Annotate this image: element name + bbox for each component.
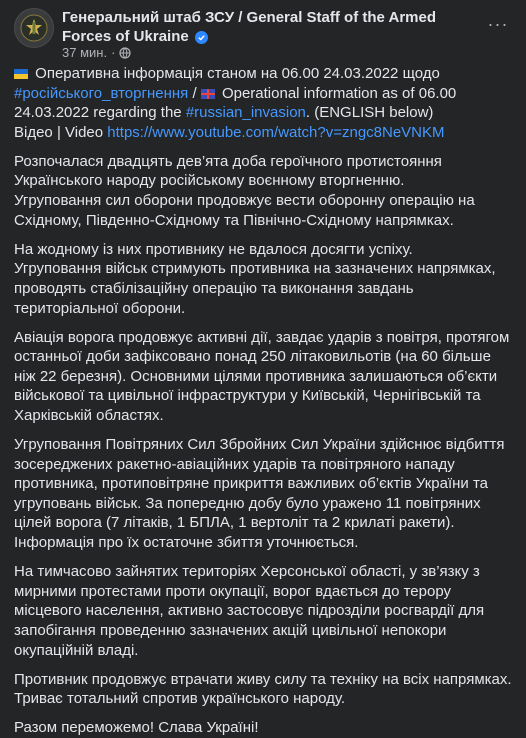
video-link[interactable]: https://www.youtube.com/watch?v=zngc8NeVNKM [107,123,445,141]
hashtag-en-link[interactable]: #russian_invasion [185,104,306,122]
more-options-button[interactable] [484,10,512,38]
paragraph-7: Разом переможемо! Слава Україні! [14,719,259,737]
intro-en-text: Operational information as of 06.00 24.03.2022 regarding the [14,84,457,122]
paragraph-3-text: На жодному із них противнику не вдалося досягти успіху. [14,240,413,258]
paragraph-4-text: Угруповання військ стримують противника на зазначених напрямках, проводять стабілізаційну операцію та виконання завдань територіальної оборони. [14,260,496,317]
intro-paragraph [14,64,512,142]
paragraph-2-text: Угруповання сил оборони продовжує вести оборонну операцію на Східному, Південно-Східному та Північно-Східному напрямках. [14,192,475,229]
slash-text: / [192,84,197,102]
uk-flag-icon [201,89,215,99]
post-meta [62,45,131,60]
more-icon: ··· [487,13,509,34]
post-body [14,64,512,738]
paragraph-2 [14,240,512,318]
english-below-text: . (ENGLISH below) [305,104,434,122]
paragraph-1-text: Розпочалася двадцять дев’ята доба героїчного протистояння Українського народу російському воєнному вторгненню. [14,152,442,190]
page-name-text[interactable]: Генеральний штаб ЗСУ / General Staff of the Armed Forces of Ukraine [62,9,437,45]
paragraph-4: Угруповання Повітряних Сил Збройних Сил України здійснює відбиття зосереджених ракетно-авіаційних ударів та повітряного нападу противника, протиповітряне прикриття важливих об’єктів України та угруповань військ. За попередню добу було уражено 11 повітряних цілей ворога (7 літаків, 1 БПЛА, 1 вертоліт та 2 крилаті ракети). Інформація про їх остаточне збиття уточнюється. [14,436,505,552]
hashtag-ua-link[interactable]: #російського_вторгнення [14,84,189,102]
intro-ua-text: Оперативна інформація станом на 06.00 24.03.2022 щодо [35,65,440,82]
globe-icon [119,47,131,59]
ukraine-flag-icon [14,69,28,79]
paragraph-1 [14,152,512,230]
meta-separator: · [111,45,116,60]
post-time[interactable]: 37 мин. [62,45,108,60]
page-name[interactable] [62,8,452,46]
paragraph-6: Противник продовжує втрачати живу силу та техніку на всіх напрямках. Триває тотальний спротив українського народу. [14,670,512,708]
paragraph-3: Авіація ворога продовжує активні дії, завдає ударів з повітря, протягом останньої доби зафіксовано понад 250 літаковильотів (на 60 більше ніж 22 березня). Основними цілями противника залишаються об’єкти військової та цивільної інфраструктури у Київській, Чернігівській та Харківській областях. [14,328,510,424]
avatar-emblem-icon [20,14,48,42]
verified-icon [195,31,208,44]
paragraph-5: На тимчасово зайнятих територіях Херсонської області, у зв’язку з мирними протестами проти окупації, ворог вдається до терору місцевого населення, активно застосовує підрозділи росгвардії для запобігання проведенню зазначених акцій цивільної непокори окупаційній владі. [14,563,485,659]
video-label: Відео | Video [14,123,104,141]
post-header [14,0,512,64]
page-avatar[interactable] [14,8,54,48]
